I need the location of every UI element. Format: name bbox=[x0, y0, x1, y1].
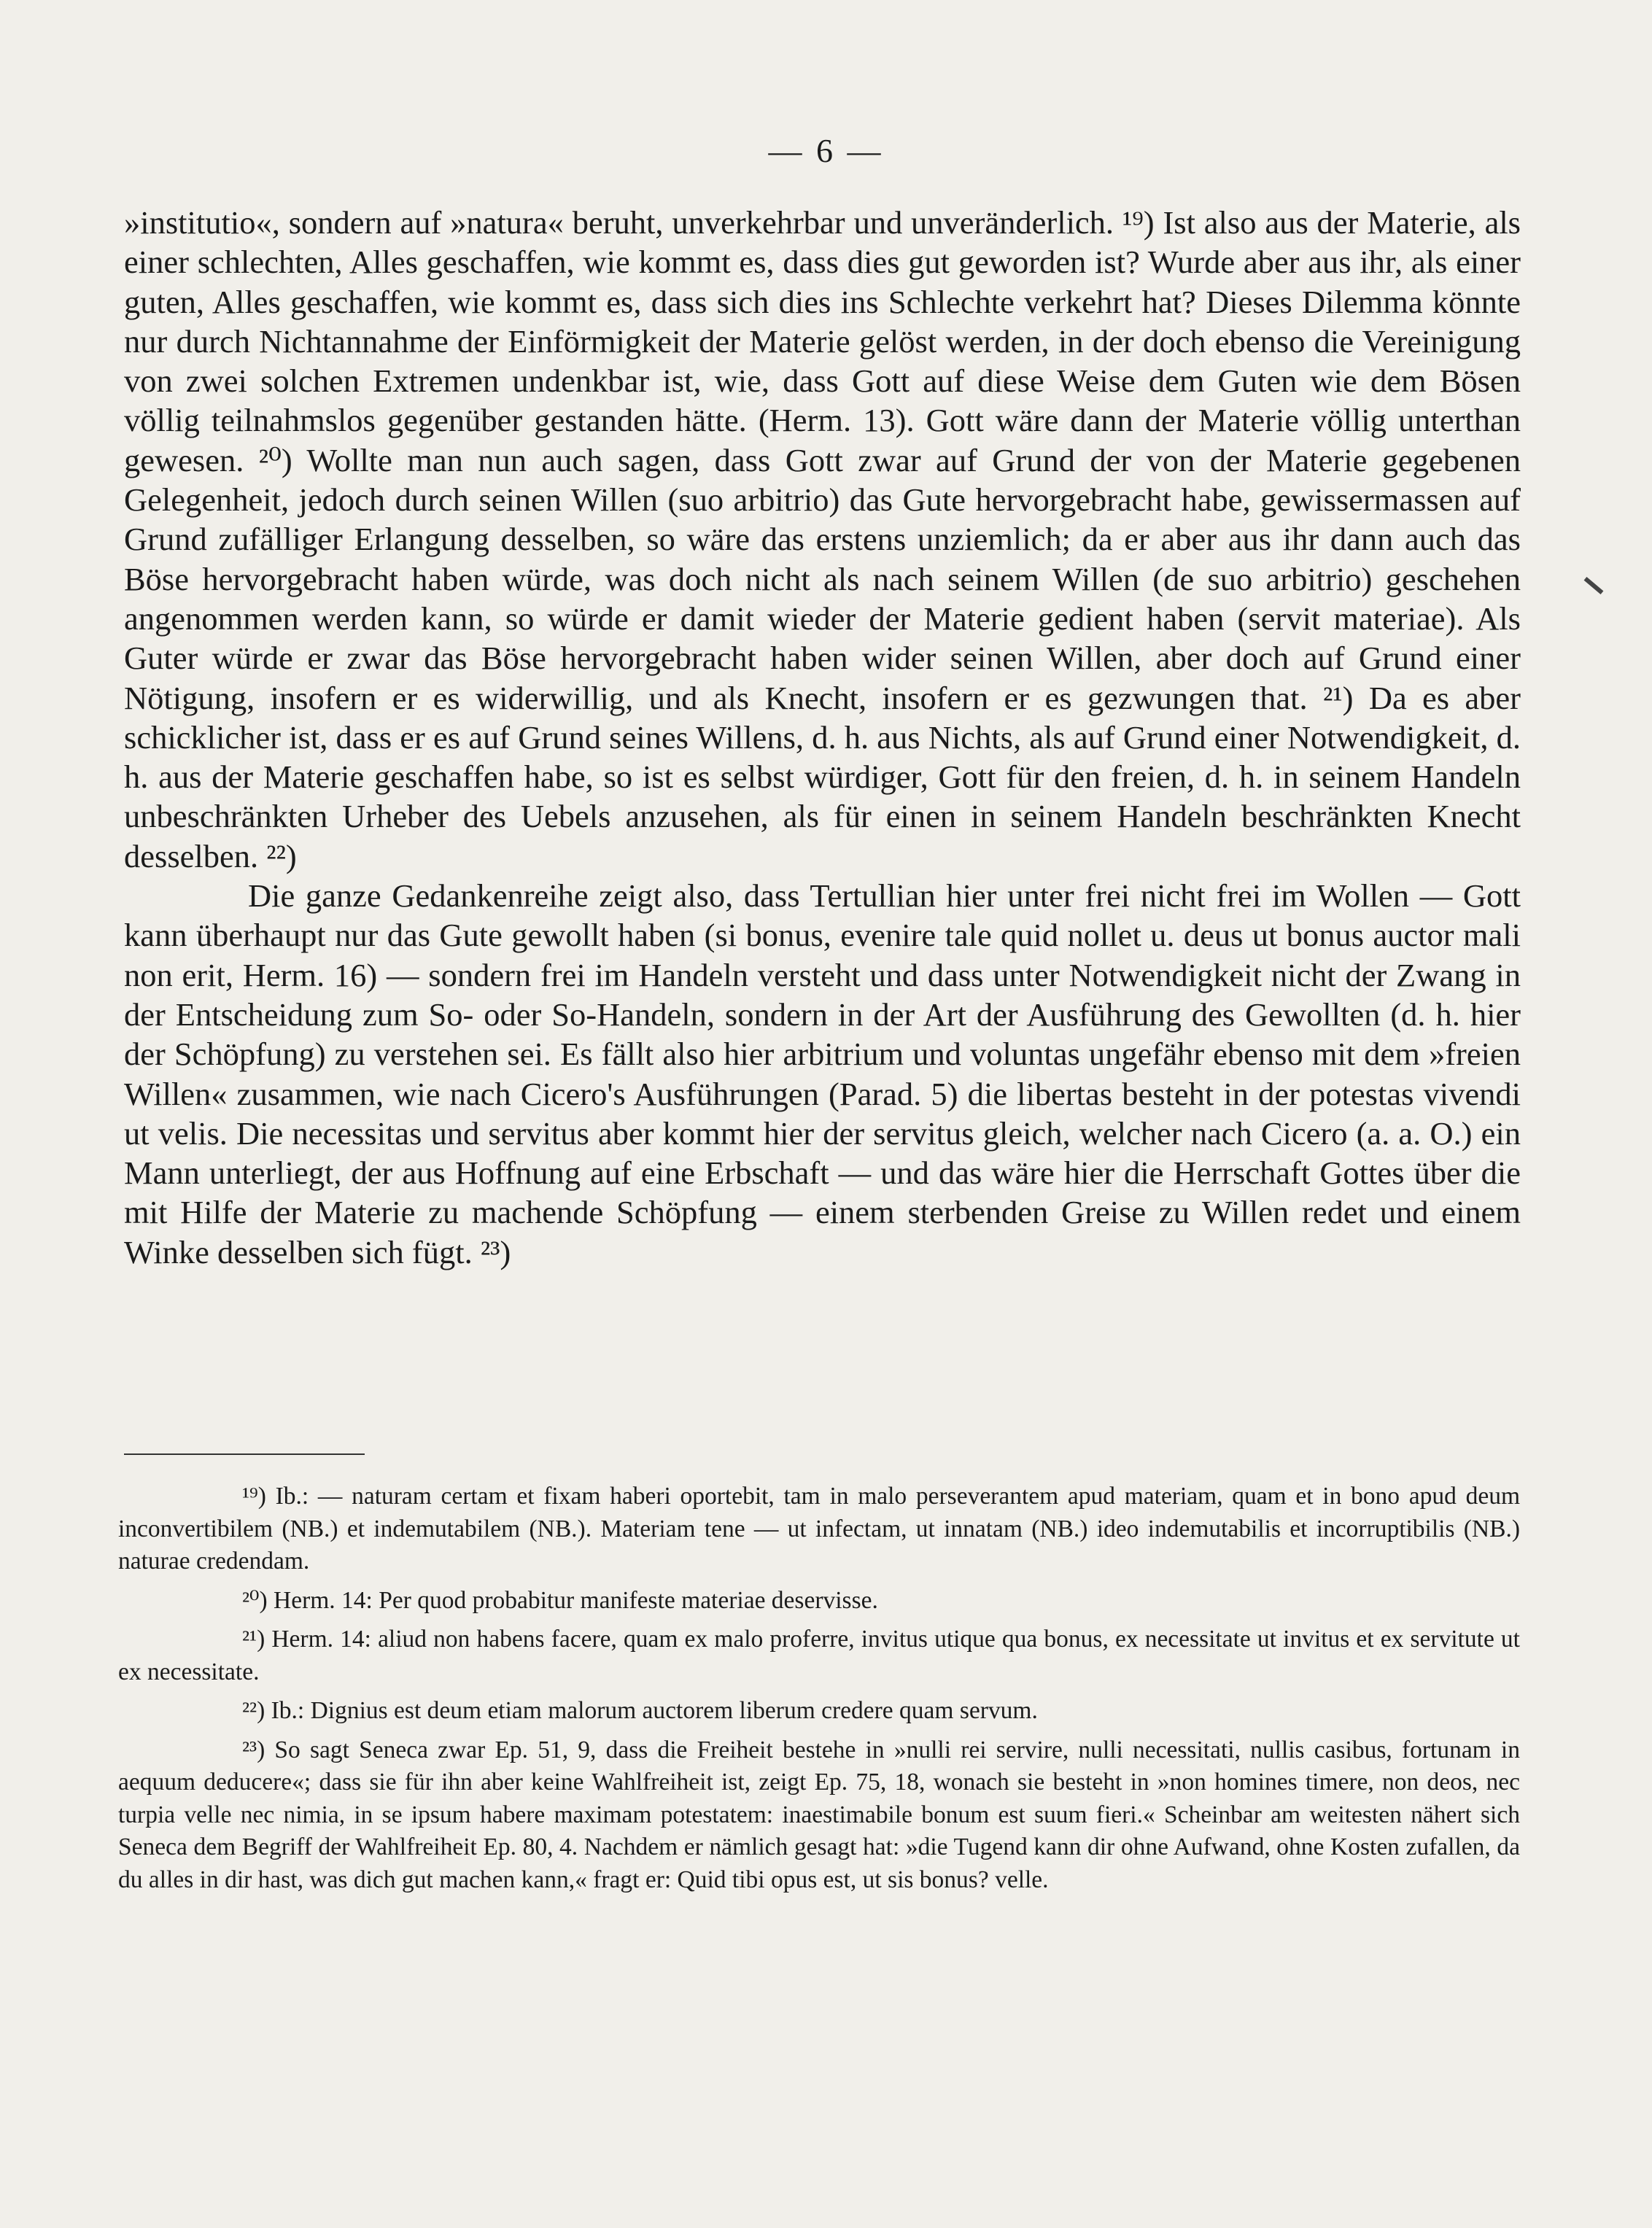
paragraph-2: Die ganze Gedankenreihe zeigt also, dass Tertullian hier unter frei nicht frei im Wollen — Gott kann überhaupt nur das Gute gewollt haben (si bonus, evenire tale quid nollet u. deus ut bonus auctor mali non erit, Herm. 16) — sondern frei im Handeln versteht und dass unter Notwendigkeit nicht der Zwang in der Entscheidung zum So- oder So-Handeln, sondern in der Art der Ausführung des Gewollten (d. h. hier der Schöpfung) zu verstehen sei. Es fällt also hier arbitrium und voluntas ungefähr ebenso mit dem »freien Willen« zusammen, wie nach Cicero's Ausführungen (Parad. 5) die libertas besteht in der potestas vivendi ut velis. Die necessitas und servitus aber kommt hier der servitus gleich, welcher nach Cicero (a. a. O.) ein Mann unterliegt, der aus Hoffnung auf eine Erbschaft — und das wäre hier die Herrschaft Gottes über die mit Hilfe der Materie zu machende Schöpfung — einem sterbenden Greise zu Willen redet und einem Winke desselben sich fügt. ²³) bbox=[124, 877, 1521, 1270]
footnote-23: ²³) So sagt Seneca zwar Ep. 51, 9, dass die Freiheit bestehe in »nulli rei servire, nulli necessitati, nullis casibus, fortunam in aequum deducere«; dass sie für ihn aber keine Wahlfreiheit ist, zeigt Ep. 75, 18, wonach sie besteht in »non homines timere, non deos, nec turpia velle nec nimia, in se ipsum habere maximam potestatem: inaestimabile bonum est suum fieri.« Scheinbar am weitesten nähert sich Seneca dem Begriff der Wahlfreiheit Ep. 80, 4. Nachdem er nämlich gesagt hat: »die Tugend kann dir ohne Aufwand, ohne Kosten zufallen, da du alles in dir hast, was dich gut machen kann,« fragt er: Quid tibi opus est, ut sis bonus? velle. bbox=[118, 1736, 1520, 1893]
footnotes bbox=[118, 1480, 1520, 1903]
main-text bbox=[124, 203, 1521, 1272]
paragraph-1: »institutio«, sondern auf »natura« beruht, unverkehrbar und unveränderlich. ¹⁹) Ist also aus der Materie, als einer schlechten, Alles geschaffen, wie kommt es, dass dies gut geworden ist? Wurde aber aus ihr, als einer guten, Alles geschaffen, wie kommt es, dass sich dies ins Schlechte verkehrt hat? Dieses Dilemma könnte nur durch Nichtannahme der Einförmigkeit der Materie gelöst werden, in der doch ebenso die Vereinigung von zwei solchen Extremen undenkbar ist, wie, dass Gott auf diese Weise dem Guten wie dem Bösen völlig teilnahmslos gegenüber gestanden hätte. (Herm. 13). Gott wäre dann der Materie völlig unterthan gewesen. ²⁰) Wollte man nun auch sagen, dass Gott zwar auf Grund der von der Materie gegebenen Gelegenheit, jedoch durch seinen Willen (suo arbitrio) das Gute hervorgebracht habe, gewissermassen auf Grund zufälliger Erlangung desselben, so wäre das erstens unziemlich; da er aber aus ihr dann auch das Böse hervorgebracht haben würde, was doch nicht als nach seinem Willen (de suo arbitrio) geschehen angenommen werden kann, so würde er damit wieder der Materie gedient haben (servit materiae). Als Guter würde er zwar das Böse hervorgebracht haben wider seinen Willen, aber doch auf Grund einer Nötigung, insofern er es widerwillig, und als Knecht, insofern er es gezwungen that. ²¹) Da es aber schicklicher ist, dass er es auf Grund seines Willens, d. h. aus Nichts, als auf Grund einer Notwendigkeit, d. h. aus der Materie geschaffen habe, so ist es selbst würdiger, Gott für den freien, d. h. in seinem Handeln unbeschränkten Urheber des Uebels anzusehen, als für einen in seinem Handeln beschränkten Knecht desselben. ²²) bbox=[124, 204, 1521, 874]
footnote-20: ²⁰) Herm. 14: Per quod probabitur manifeste materiae deservisse. bbox=[242, 1586, 878, 1614]
footnote-21: ²¹) Herm. 14: aliud non habens facere, quam ex malo proferre, invitus utique qua bonus, ex necessitate ut invitus et ex servitute ut ex necessitate. bbox=[118, 1626, 1520, 1685]
page-number: — 6 — bbox=[768, 132, 884, 169]
scan-mark bbox=[1584, 577, 1604, 594]
footnote-19: ¹⁹) Ib.: — naturam certam et fixam haberi oportebit, tam in malo perseverantem apud materiam, quam et in bono apud deum inconvertibilem (NB.) et indemutabilem (NB.). Materiam tene — ut infectam, ut innatam (NB.) ideo indemutabilis et incorruptibilis (NB.) naturae credendam. bbox=[118, 1483, 1520, 1575]
footnote-22: ²²) Ib.: Dignius est deum etiam malorum auctorem liberum credere quam servum. bbox=[242, 1697, 1038, 1724]
footnote-separator bbox=[124, 1453, 365, 1455]
